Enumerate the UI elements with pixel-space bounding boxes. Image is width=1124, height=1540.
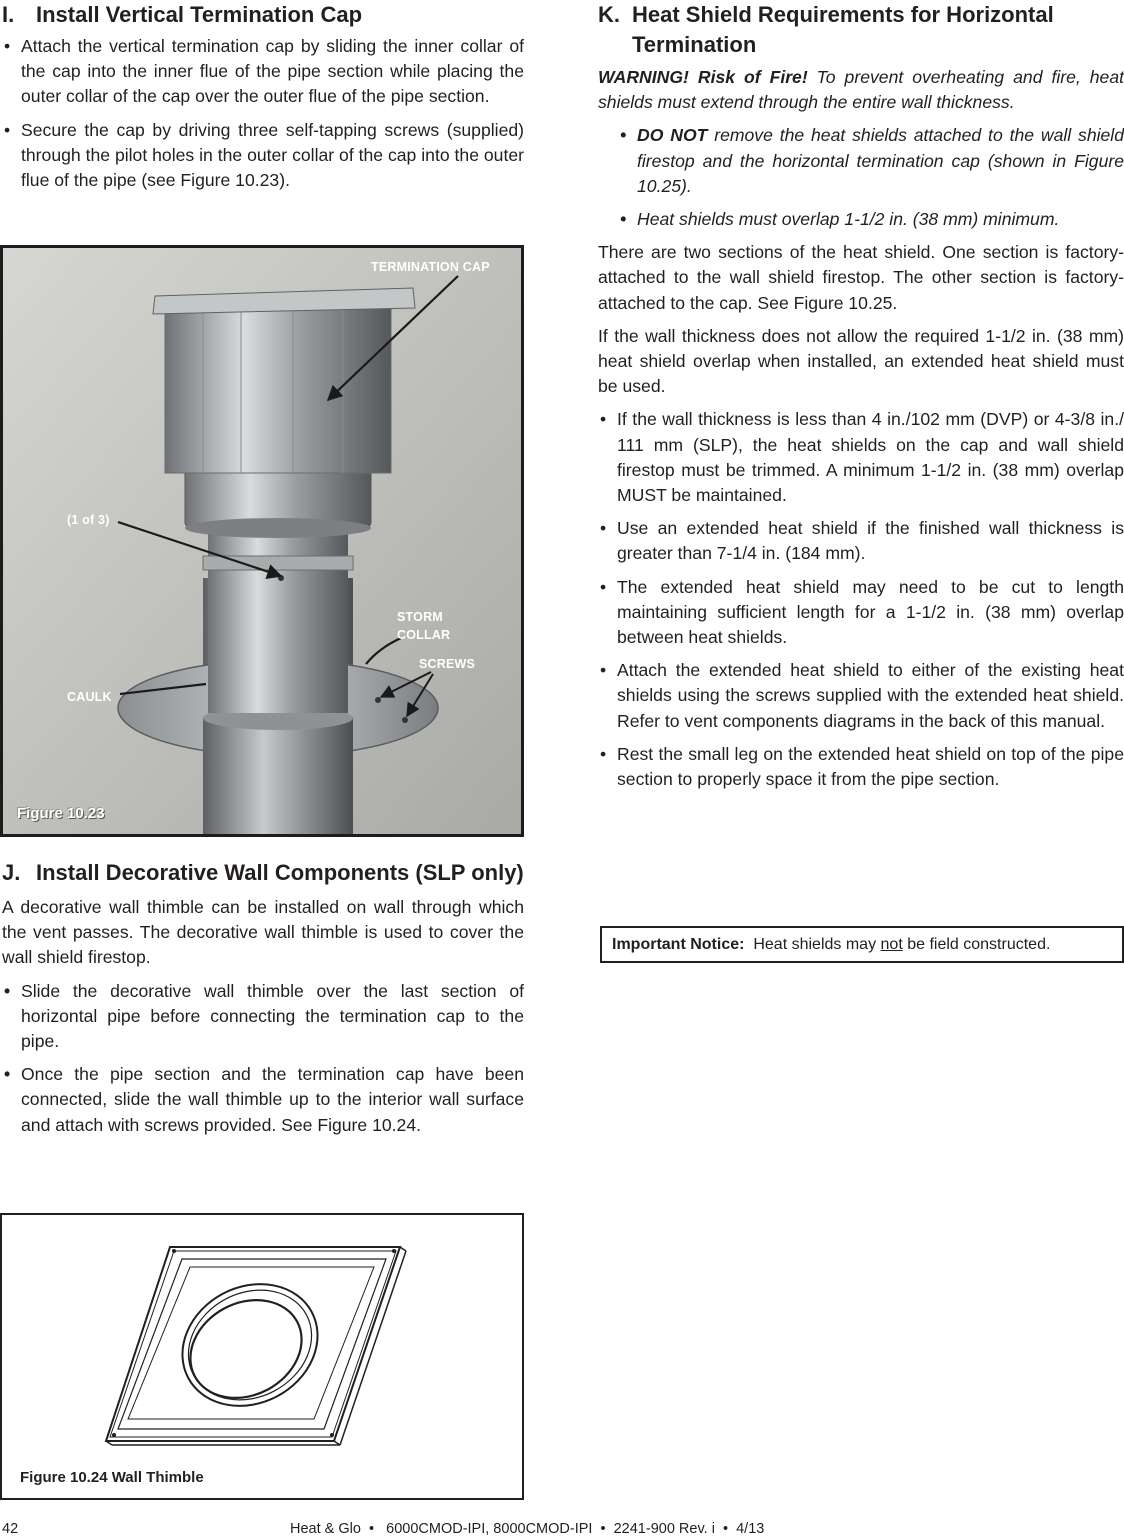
figure-10-23-caption: Figure 10.23: [17, 805, 105, 822]
warning-list: [598, 123, 1124, 232]
section-j-bullet-2: • Once the pipe section and the termination cap have been connected, slide the wall thimble up to the interior wall surface and attach with screws provided. See Figure 10.24.: [2, 1062, 524, 1138]
section-i-heading: I. Install Vertical Termination Cap: [2, 2, 363, 27]
one-of-three-label: (1 of 3): [67, 513, 110, 527]
section-i-list: [2, 34, 524, 193]
section-k-bullet-2: • Use an extended heat shield if the finished wall thickness is greater than 7-1/4 in. (184 mm).: [598, 516, 1124, 566]
screws-label: SCREWS: [419, 657, 476, 671]
caulk-label: CAULK: [67, 690, 112, 704]
section-i-bullet-1: • Attach the vertical termination cap by sliding the inner collar of the cap into the inner flue of the pipe section while placing the outer collar of the cap over the outer flue of the pipe section.: [2, 34, 524, 110]
section-j-heading: J. Install Decorative Wall Components (SLP only): [2, 860, 524, 885]
page-number: 42: [2, 1521, 19, 1537]
section-j-list: [2, 979, 524, 1138]
footer-text: Heat & Glo • 6000CMOD-IPI, 8000CMOD-IPI • 2241-900 Rev. i • 4/13: [290, 1521, 765, 1537]
section-k-bullet-4: • Attach the extended heat shield to either of the existing heat shields using the screws supplied with the extended heat shield. Refer to vent components diagrams in the back of this manual.: [598, 658, 1124, 734]
notice-label: Important Notice:: [612, 936, 745, 953]
section-k-bullet-3: • The extended heat shield may need to be cut to length maintaining sufficient length for a 1-1/2 in. (38 mm) overlap between heat shields.: [598, 575, 1124, 651]
collar-label: COLLAR: [397, 628, 451, 642]
left-column: [2, 0, 524, 193]
notice-underlined-word: not: [880, 936, 903, 953]
section-j-bullet-1: • Slide the decorative wall thimble over the last section of horizontal pipe before connecting the termination cap to the pipe.: [2, 979, 524, 1055]
section-j-intro: A decorative wall thimble can be installed on wall through which the vent passes. The decorative wall thimble is used to cover the wall shield firestop.: [2, 897, 524, 968]
warning-bullet-2: • Heat shields must overlap 1-1/2 in. (38 mm) minimum.: [618, 207, 1124, 232]
wall-thimble-drawing: [2, 1215, 522, 1465]
section-i-bullet-2: • Secure the cap by driving three self-tapping screws (supplied) through the pilot holes in the outer collar of the cap into the outer flue of the pipe (see Figure 10.23).: [2, 118, 524, 194]
storm-label: STORM: [397, 610, 443, 624]
section-k-bullet-5: • Rest the small leg on the extended heat shield on top of the pipe section to properly space it from the pipe section.: [598, 742, 1124, 792]
important-notice-box: Important Notice: Heat shields may not be field constructed.: [600, 926, 1124, 963]
section-k-para-1: There are two sections of the heat shield. One section is factory-attached to the wall shield firestop. The other section is factory-attached to the cap. See Figure 10.25.: [598, 242, 1124, 313]
section-k-heading: K. Heat Shield Requirements for Horizontal Termination: [598, 2, 1054, 57]
section-k-bullet-1: • If the wall thickness is less than 4 in./102 mm (DVP) or 4-3/8 in./ 111 mm (SLP), the heat shields on the cap and wall shield firestop must be trimmed. A minimum 1-1/2 in. (38 mm) overlap MUST be maintained.: [598, 407, 1124, 508]
section-j: [2, 858, 524, 1138]
figure-10-24-caption: Figure 10.24 Wall Thimble: [20, 1469, 204, 1486]
warning-label: WARNING! Risk of Fire!: [598, 67, 808, 87]
vent-cap-illustration: [3, 248, 521, 834]
right-column: [598, 0, 1124, 792]
fire-warning: WARNING! Risk of Fire! To prevent overheating and fire, heat shields must extend through the entire wall thickness.: [598, 67, 1124, 113]
figure-10-23-photo: [0, 245, 524, 837]
section-k-para-2: If the wall thickness does not allow the required 1-1/2 in. (38 mm) heat shield overlap when installed, an extended heat shield must be used.: [598, 325, 1124, 397]
warning-bullet-1: • DO NOT remove the heat shields attached to the wall shield firestop and the horizontal termination cap (shown in Figure 10.25).: [618, 123, 1124, 199]
figure-10-24: [0, 1213, 524, 1500]
section-k-list: [598, 407, 1124, 792]
termination-cap-label: TERMINATION CAP: [371, 260, 490, 274]
